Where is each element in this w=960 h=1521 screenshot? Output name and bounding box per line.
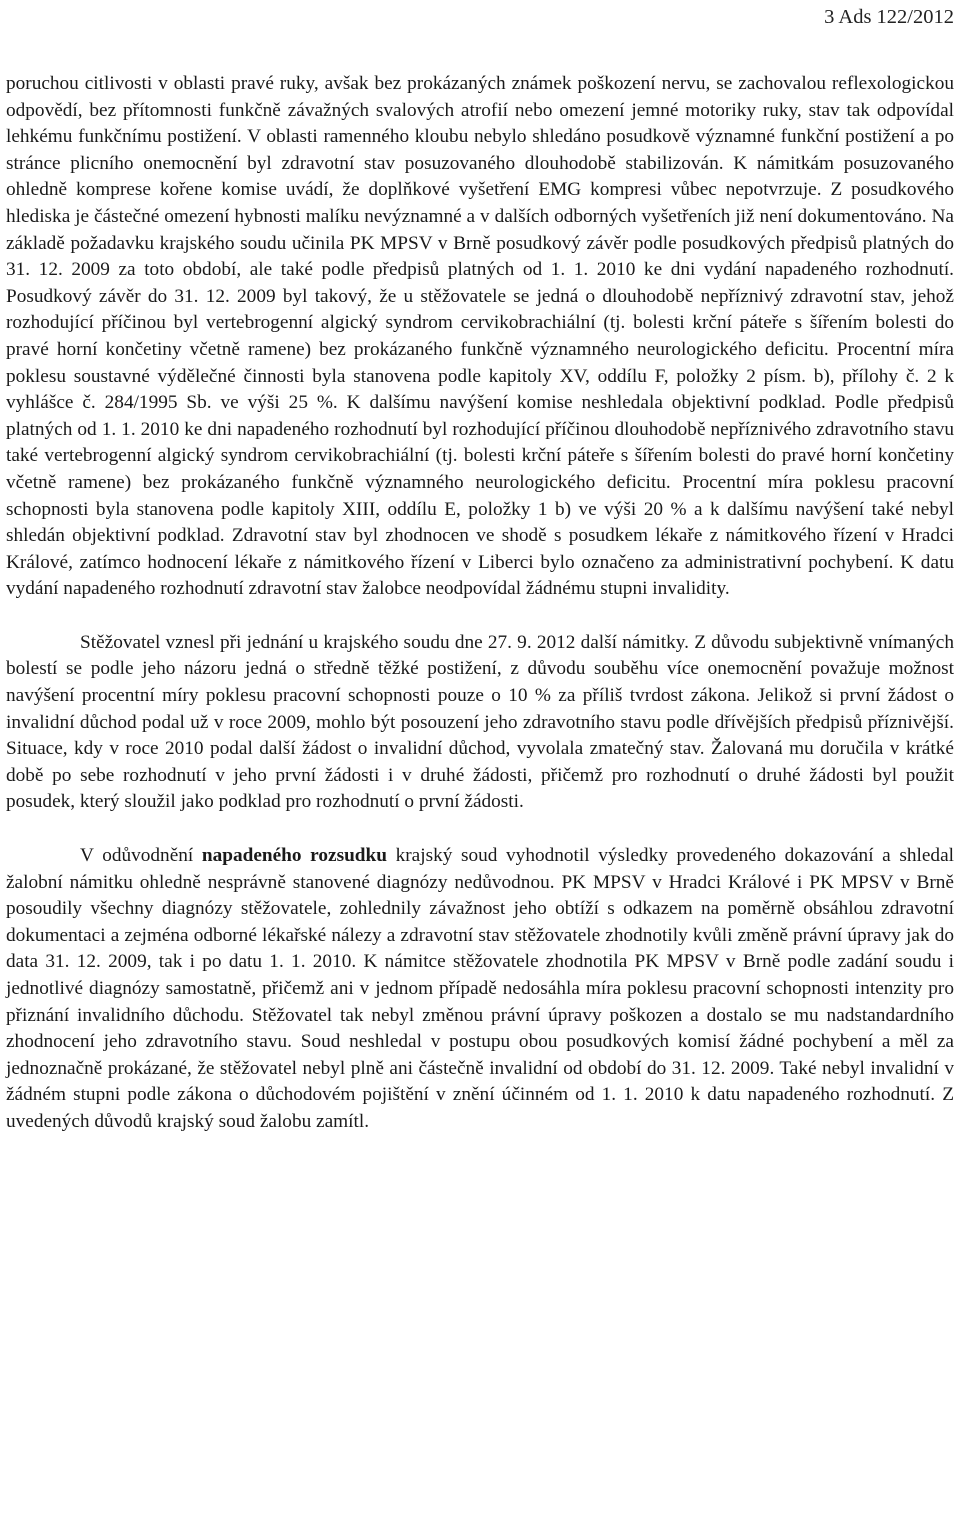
paragraph-3-lead: V odůvodnění: [80, 845, 202, 867]
case-number: 3 Ads 122/2012: [824, 6, 954, 28]
bold-term: napadeného rozsudku: [201, 845, 387, 867]
paragraph-3: [6, 843, 954, 1136]
paragraph-3-rest: krajský soud vyhodnotil výsledky provedeného dokazování a shledal žalobní námitku ohledně nesprávně stanovené diagnózy nedůvodnou. PK MPSV v Hradci Králové i PK MPSV v Brně posoudily všechny diagnózy stěžovatele, zohlednily závažnost jeho obtíží s odkazem na poměrně obsáhlou zdravotní dokumentaci a zejména odborné lékařské nálezy a zdravotní stav stěžovatele zhodnotily kvůli změně právní úpravy jak do data 31. 12. 2009, tak i po datu 1. 1. 2010. K námitce stěžovatele zhodnotila PK MPSV v Brně podle zadání soudu i jednotlivé diagnózy samostatně, přičemž ani v jednom případě nedosáhla míra poklesu pracovní schopnosti intenzity pro přiznání invalidního důchodu. Stěžovatel tak nebyl změnou právní úpravy poškozen a dostalo se mu nadstandardního zhodnocení jeho zdravotního stavu. Soud neshledal v postupu obou posudkových komisí žádné pochybení a měl za jednoznačně prokázané, že stěžovatel nebyl plně ani částečně invalidní od období do 31. 12. 2009. Také nebyl invalidní v žádném stupni podle zákona o důchodovém pojištění v znění účinném od 1. 1. 2010 k datu napadeného rozhodnutí. Z uvedených důvodů krajský soud žalobu zamítl.: [6, 845, 954, 1132]
paragraph-1: poruchou citlivosti v oblasti pravé ruky, avšak bez prokázaných známek poškození nervu, se zachovalou reflexologickou odpovědí, bez přítomnosti funkčně závažných svalových atrofií nebo omezení jemné motoriky ruky, stav tak odpovídal lehkému funkčnímu postižení. V oblasti ramenného kloubu nebylo shledáno posudkově významné funkční postižení a po stránce plicního onemocnění byl zdravotní stav posuzovaného dlouhodobě stabilizován. K námitkám posuzovaného ohledně komprese kořene komise uvádí, že doplňkové vyšetření EMG kompresi vůbec nepotvrzuje. Z posudkového hlediska je částečné omezení hybnosti malíku nevýznamné a v dalších odborných vyšetřeních již není dokumentováno. Na základě požadavku krajského soudu učinila PK MPSV v Brně posudkový závěr podle posudkových předpisů platných do 31. 12. 2009 za toto období, ale také podle předpisů platných od 1. 1. 2010 ke dni vydání napadeného rozhodnutí. Posudkový závěr do 31. 12. 2009 byl takový, že u stěžovatele se jedná o dlouhodobě nepříznivý zdravotní stav, jehož rozhodující příčinou byl vertebrogenní algický syndrom cervikobrachiální (tj. bolesti krční páteře s šířením bolesti do pravé horní končetiny včetně ramene) bez prokázaného funkčně významného neurologického deficitu. Procentní míra poklesu soustavné výdělečné činnosti byla stanovena podle kapitoly XV, oddílu F, položky 2 písm. b), přílohy č. 2 k vyhlášce č. 284/1995 Sb. ve výši 25 %. K dalšímu navýšení komise neshledala objektivní podklad. Podle předpisů platných od 1. 1. 2010 ke dni napadeného rozhodnutí byl rozhodující příčinou dlouhodobě nepříznivého zdravotního stavu také vertebrogenní algický syndrom cervikobrachiální (tj. bolesti krční páteře s šířením bolesti do pravé horní končetiny včetně ramene) bez prokázaného funkčně významného neurologického deficitu. Procentní míra poklesu pracovní schopnosti byla stanovena podle kapitoly XIII, oddílu E, položky 1 b) ve výši 20 % a k dalšímu navýšení také nebyl shledán objektivní podklad. Zdravotní stav byl zhodnocen ve shodě s posudkem lékaře z námitkového řízení v Hradci Králové, zatímco hodnocení lékaře z námitkového řízení v Liberci bylo označeno za administrativní pochybení. K datu vydání napadeného rozhodnutí zdravotní stav žalobce neodpovídal žádnému stupni invalidity.: [6, 73, 954, 600]
paragraph-spacer: [6, 816, 954, 843]
paragraph-2: Stěžovatel vznesl při jednání u krajského soudu dne 27. 9. 2012 další námitky. Z důvodu subjektivně vnímaných bolestí se podle jeho názoru jedná o středně těžké postižení, z důvodu souběhu více onemocnění považuje možnost navýšení procentní míry poklesu pracovní schopnosti pouze o 10 % za příliš tvrdost zákona. Jelikož si první žádost o invalidní důchod podal už v roce 2009, mohlo být posouzení jeho zdravotního stavu podle dřívějších předpisů příznivější. Situace, kdy v roce 2010 podal další žádost o invalidní důchod, vyvolala zmatečný stav. Žalovaná mu doručila v krátké době po sebe rozhodnutí v jeho první žádosti i v druhé žádosti, přičemž pro rozhodnutí o druhé žádosti byl použit posudek, který sloužil jako podklad pro rozhodnutí o první žádosti.: [6, 631, 954, 813]
document-body: [6, 71, 954, 1136]
paragraph-spacer: [6, 603, 954, 630]
